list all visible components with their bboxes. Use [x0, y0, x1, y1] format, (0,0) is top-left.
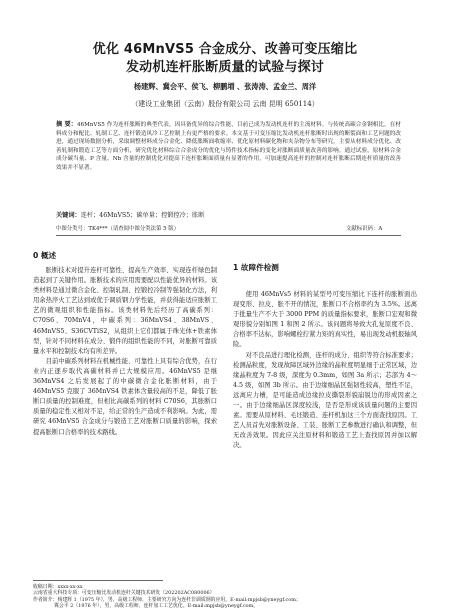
section-0-paragraph-2: 目前中碳系列材料在机械性能、可靠性上具有综合优势，在行业内正逐步取代高碳材料并已大规模应用。46MnVS5 是继 36MnVS4 之后发展起了的中碳微合金化胀断材料，由于 46MnVS5 克服了 36MnVS4 铁素体含量较高的不足，降低了胀断口质量的控制难度，但相比高碳系列的材料 C70S6，其胀断口质量的稳定性又相对不足，给正常的生产造成不利影响。为此，需研究 46MnVS5 合金成分与锻造工艺对胀断口质量的影响，探索提高胀断口合格率的技术路线。 [33, 357, 217, 436]
affiliation: （建设工业集团（云南）股份有限公司 云南 昆明 650114） [131, 100, 319, 108]
abstract-text: 46MnVS5 作为连杆胀断的典型代表，因具备优异的综合性能，目前已成为发动机连杆的主流材料。与传统高碳合金钢相比，在材料成分和配比、轧制工艺、连杆锻造风冷工艺控制上有更严格的要求。本文基于可变压缩比发动机连杆胀断时出现的断裂面和工艺问题的改进，通过现场数据分析，采取调整材料成分合金化、降低胀断面收缩率、优化原材料碳化物和夹杂物分布等研究，主要从材料成分优化、改善轧制和锻造工艺等方面分析，研究优化材料综合合金成分的优化与铸件技术指标的变化对胀断面质量改善的影响。通过试验，原材料合金成分碳当量、P 含量、Nb 含量的控制优化对提高下连杆胀断面质量有显著的作用，可加速提高连杆的控制对连杆胀断后期连杆质量的改善效果并不显著。 [56, 122, 401, 171]
document-code: 文献标识码：A [346, 226, 383, 232]
abstract-label: 摘 要： [56, 121, 77, 128]
author-bio-1: 作者简介：杨建辉 1（1975 年），男，高级工程师，主要研究方向为连杆非调质钢的应用。E-mail:mpjsb@yneygf.com； [33, 596, 301, 603]
footnote-divider [33, 580, 163, 581]
classification-line [56, 224, 401, 232]
keywords [56, 210, 401, 219]
footnote [33, 584, 423, 610]
received-date: 收稿日期：xxxx-xx-xx [33, 584, 83, 590]
section-1-body [233, 290, 417, 452]
section-1-paragraph-2: 对不良品进行理化检测，连杆的成分、组织等符合标准要求；检测晶粒度，发现故障区域外边缘的晶粒度明显细于正常区域，边缘晶粒度为 7-8 级，深度为 0.3mm，如图 3a 所示；芯部为 4～4.5 级，如图 3b 所示。由于边缘细晶区强韧性较高，塑性不足，远离应力槽，是可能造成边缘拉皮撕裂形貌崩锐边的形成因素之一。由于边缘细晶区深度较浅，是否是形成该质量问题的主要因素。需要从原材料、毛坯锻造、连杆机加这三个方面查找原因。工艺人员首先对胀断设备、工装、胀断工艺参数进行确认和调整，但无改善效果。因此应关注原材料和锻造工艺上查找原因并加以解决。 [233, 351, 417, 450]
paper-title-line2: 发动机连杆胀断质量的试验与探讨 [125, 60, 324, 75]
author-list: 杨建辉、冀会平、侯飞、柳鹏増 、张涛涛、孟金兰、周洋 [133, 82, 317, 91]
clc-number: 中图分类号：TK4***（请查阅中图分类法第 5 版） [56, 226, 180, 232]
keywords-label: 关键词： [56, 212, 81, 219]
abstract [56, 121, 401, 173]
section-0-body [33, 266, 217, 438]
section-0-heading: 0 概述 [33, 251, 57, 260]
keywords-text: 连杆；46MnVS5；碳单量；控锻控冷；胀断 [80, 212, 205, 219]
section-1-paragraph-1: 使用 46MnVs5 材料的某型号可变压缩比下连杆的胀断面出现变形、拉皮、胀不开的情况，胀断口不合格率约为 3.5%。远离于批量生产不大于 3000 PPM 的质量指标要求，胀断口宏观和微观形貌分别如图 1 和图 2 所示。该问题将导致大孔复原度不良、合格率不达标，影响螺栓拧紧力矩的真实性，易出现发动机报轴风险。 [233, 291, 417, 349]
section-0-paragraph-1: 胀断技术对提升连杆可靠性、提高生产效率、实现连杆绿色制造起到了关键作用。胀断技术的应用需要配以性能优异的材料。该类材料是通过微合金化、控制轧制、控锻控冷制等强韧化方法，利用余热淬火工艺达到或优于调质钢力学性能，并获得能适应胀断工艺的微观组织和性能指标。该类材料先后经历了高碳系列：C70S6、70MnV4，中碳系列：36MnVS4、38MnVS、46MnVS5、S36CVTiS2，从组织上它们都属于珠光体+铁素体型，针对不同材料在成分、锻件的组织性能的不同，对胀断可靠质量水平和控制技术均有所差异。 [33, 267, 217, 355]
header-divider [56, 235, 401, 236]
section-1-heading: 1 故障件检测 [233, 263, 279, 272]
fund-info: 云南省重大科技专项：可变压缩比发动机连杆关键技术研发（202202AC080006） [33, 590, 215, 597]
author-bio-2: 冀会平 2（1976 年），男，高级工程师，连杆加工工艺优化。E-mail:mpjsb@yneygf.com。 [54, 603, 259, 610]
paper-title-line1: 优化 46MnVS5 合金成分、改善可变压缩比 [92, 42, 358, 57]
